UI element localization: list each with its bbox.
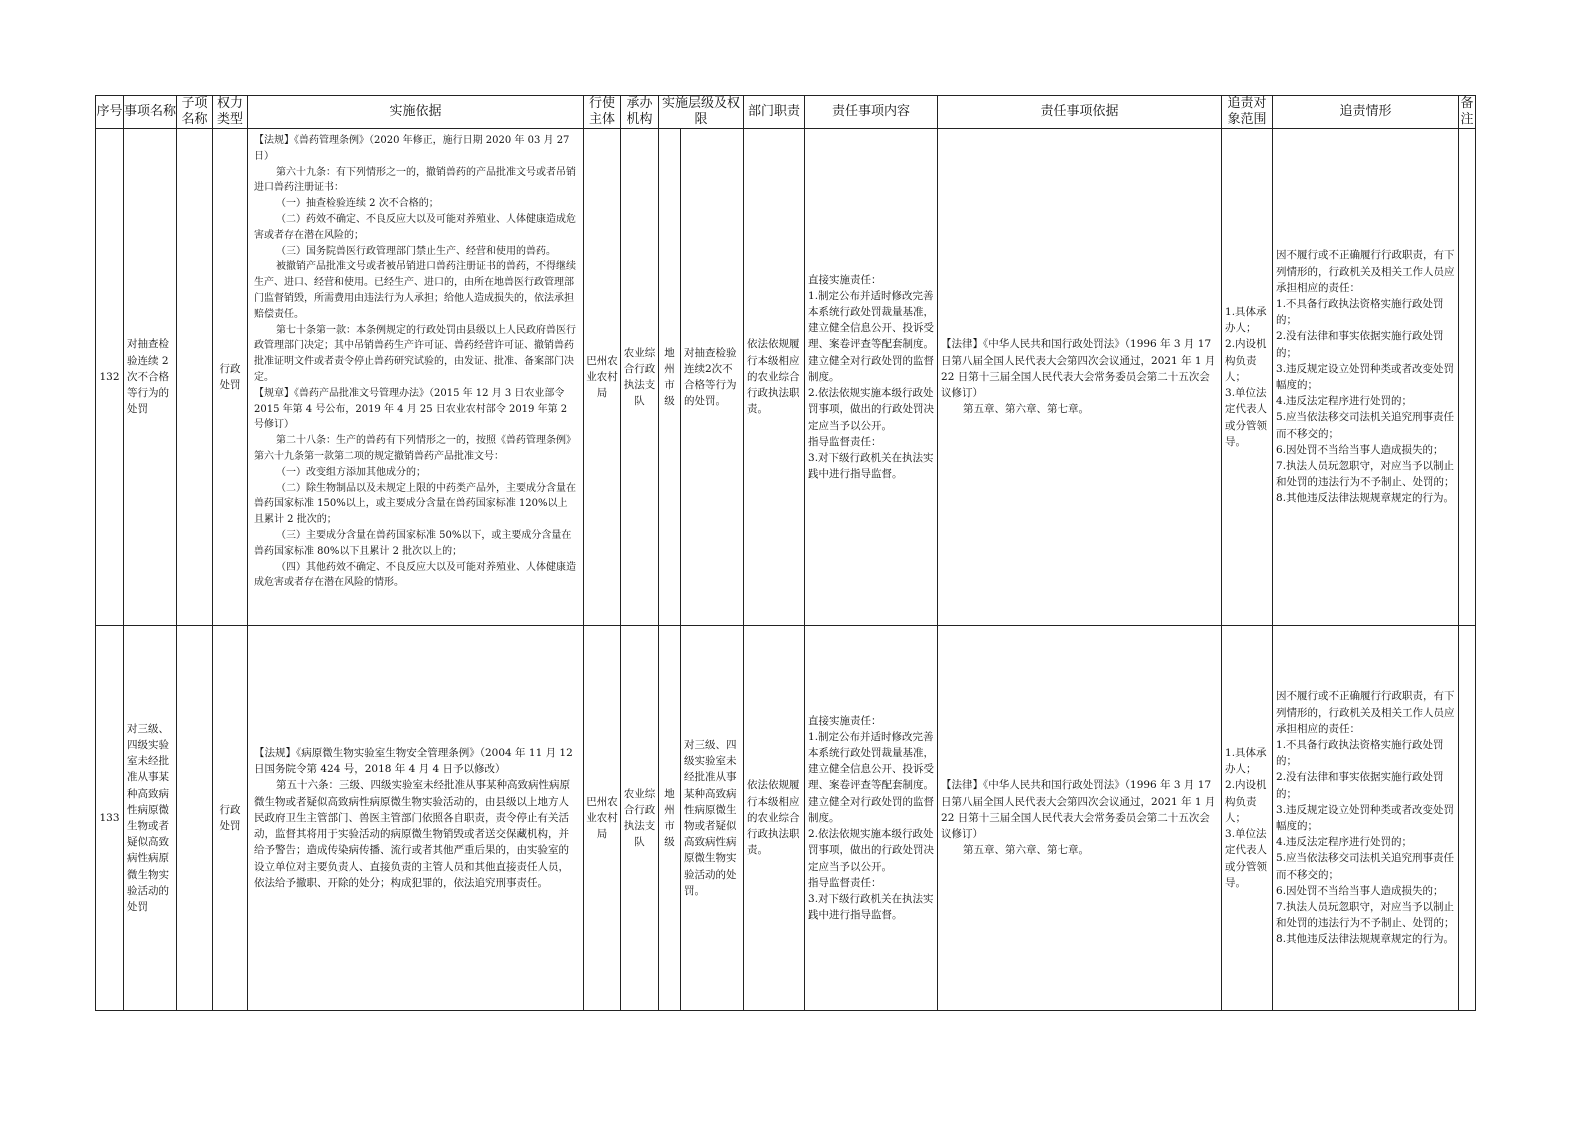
row-resp-basis <box>938 626 1222 1011</box>
row-authority: 对三级、四级实验室未经批准从事某种高致病性病原微生物或者疑似高致病性病原微生物实验活动的处罚。 <box>681 626 744 1011</box>
content-line: 直接实施责任： <box>808 714 882 727</box>
situation-line: 因不履行或不正确履行行政职责，有下列情形的，行政机关及相关工作人员应承担相应的责任： <box>1276 690 1455 735</box>
header-duty: 部门职责 <box>744 96 805 129</box>
basis-line: （二）除生物制品以及未规定上限的中药类产品外，主要成分含量在兽药国家标准 150%以上，或主要成分含量在兽药国家标准 120%以上且累计 2 批次的； <box>254 482 576 526</box>
basis-line: （四）其他药效不确定、不良反应大以及可能对养殖业、人体健康造成危害或者存在潜在风险的情形。 <box>254 561 576 589</box>
situation-line: 3.违反规定设立处罚种类或者改变处罚幅度的； <box>1276 803 1455 832</box>
situation-line: 7.执法人员玩忽职守，对应当予以制止和处罚的违法行为不予制止、处罚的； <box>1276 460 1455 489</box>
row-situations <box>1273 626 1459 1011</box>
row-power-type: 行政处罚 <box>213 626 248 1011</box>
row-agency: 农业综合行政执法支队 <box>621 129 659 626</box>
row-content <box>805 129 938 626</box>
row-level: 地州市级 <box>659 626 681 1011</box>
row-scope <box>1222 626 1273 1011</box>
content-line: 1.制定公布并适时修改完善本系统行政处罚裁量基准，建立健全信息公开、投诉受理、案卷评查等配套制度。建立健全对行政处罚的监督制度。 <box>808 289 935 383</box>
header-seq: 序号 <box>96 96 124 129</box>
row-scope <box>1222 129 1273 626</box>
row-power-type: 行政处罚 <box>213 129 248 626</box>
header-content: 责任事项内容 <box>805 96 938 129</box>
resp-basis-line: 第五章、第六章、第七章。 <box>963 403 1090 416</box>
situation-line: 3.违反规定设立处罚种类或者改变处罚幅度的； <box>1276 362 1455 391</box>
situation-line: 2.没有法律和事实依据实施行政处罚的； <box>1276 330 1444 359</box>
situation-line: 1.不具备行政执法资格实施行政处罚的； <box>1276 738 1444 768</box>
situation-line: 2.没有法律和事实依据实施行政处罚的； <box>1276 771 1444 800</box>
content-line: 直接实施责任： <box>808 273 882 286</box>
row-basis <box>248 129 584 626</box>
row-sub-item <box>177 626 213 1011</box>
basis-line: （二）药效不确定、不良反应大以及可能对养殖业、人体健康造成危害或者存在潜在风险的； <box>254 213 576 241</box>
basis-line: 第七十条第一款：本条例规定的行政处罚由县级以上人民政府兽医行政管理部门决定；其中吊销兽药生产许可证、兽药经营许可证、撤销兽药批准证明文件或者责令停止兽药研究试验的，由发证、批准、备案部门决定。 <box>254 324 576 383</box>
scope-line: 3.单位法定代表人或分管领导。 <box>1225 828 1268 889</box>
basis-line: 第五十六条：三级、四级实验室未经批准从事某种高致病性病原微生物或者疑似高致病性病原微生物实验活动的，由县级以上地方人民政府卫生主管部门、兽医主管部门依照各自职责，责令停止有关活动，监督其将用于实验活动的病原微生物销毁或者送交保藏机构，并给予警告；造成传染病传播、流行或者其他严重后果的，由实验室的设立单位对主要负责人、直接负责的主管人员和其他直接责任人员，依法给予撤职、开除的处分；构成犯罪的，依法追究刑事责任。 <box>254 779 570 889</box>
row-situations <box>1273 129 1459 626</box>
row-duty: 依法依规履行本级相应的农业综合行政执法职责。 <box>744 129 805 626</box>
header-agency: 承办机构 <box>621 96 659 129</box>
table-row <box>96 129 1476 626</box>
header-scope: 追责对象范围 <box>1222 96 1273 129</box>
scope-line: 2.内设机构负责人； <box>1225 338 1267 383</box>
basis-line: （一）抽查检验连续 2 次不合格的； <box>276 198 439 210</box>
basis-line: 第二十八条：生产的兽药有下列情形之一的，按照《兽药管理条例》第六十九条第一款第二项的规定撤销兽药产品批准文号： <box>254 435 576 462</box>
situation-line: 1.不具备行政执法资格实施行政处罚的； <box>1276 297 1444 327</box>
basis-line: （三）国务院兽医行政管理部门禁止生产、经营和使用的兽药。 <box>276 245 556 257</box>
situation-line: 6.因处罚不当给当事人造成损失的； <box>1276 884 1444 897</box>
scope-line: 1.具体承办人； <box>1225 306 1267 335</box>
situation-line: 8.其他违反法律法规规章规定的行为。 <box>1276 933 1455 946</box>
header-situations: 追责情形 <box>1273 96 1459 129</box>
header-item-name: 事项名称 <box>124 96 177 129</box>
situation-line: 5.应当依法移交司法机关追究刑事责任而不移交的； <box>1276 411 1455 440</box>
resp-basis-line: 【法律】《中华人民共和国行政处罚法》（1996 年 3 月 17 日第八届全国人民代表大会第四次会议通过，2021 年 1 月 22 日第十三届全国人民代表大会常务委员会第二十五次会议修订） <box>941 338 1216 400</box>
scope-line: 3.单位法定代表人或分管领导。 <box>1225 387 1268 448</box>
basis-line: 【法规】《兽药管理条例》（2020 年修正，施行日期 2020 年 03 月 27 日） <box>254 135 570 162</box>
row-content <box>805 626 938 1011</box>
basis-line: 【规章】《兽药产品批准文号管理办法》（2015 年 12 月 3 日农业部令 2015 年第 4 号公布，2019 年 4 月 25 日农业农村部令 2019 年第 2 号修订） <box>254 387 568 431</box>
row-level: 地州市级 <box>659 129 681 626</box>
basis-line: 第六十九条：有下列情形之一的，撤销兽药的产品批准文号或者吊销进口兽药注册证书： <box>254 166 576 194</box>
scope-line: 1.具体承办人； <box>1225 747 1267 776</box>
situation-line: 6.因处罚不当给当事人造成损失的； <box>1276 443 1444 456</box>
row-note <box>1459 129 1476 626</box>
header-note: 备注 <box>1460 96 1474 127</box>
situation-line: 5.应当依法移交司法机关追究刑事责任而不移交的； <box>1276 852 1455 881</box>
situation-line: 4.违反法定程序进行处罚的； <box>1276 395 1413 408</box>
scope-line: 2.内设机构负责人； <box>1225 779 1267 824</box>
row-subject: 巴州农业农村局 <box>584 129 621 626</box>
table-row <box>96 626 1476 1011</box>
content-line: 3.对下级行政机关在执法实践中进行指导监督。 <box>808 451 934 481</box>
row-seq: 133 <box>96 626 124 1011</box>
basis-line: 【法规】《病原微生物实验室生物安全管理条例》（2004 年 11 月 12 日国务院令第 424 号，2018 年 4 月 4 日予以修改） <box>254 747 573 776</box>
situation-line: 8.其他违反法律法规规章规定的行为。 <box>1276 492 1455 505</box>
basis-line: （一）改变组方添加其他成分的； <box>276 466 426 478</box>
resp-basis-line: 第五章、第六章、第七章。 <box>963 844 1090 857</box>
row-resp-basis <box>938 129 1222 626</box>
content-line: 2.依法依规实施本级行政处罚事项，做出的行政处罚决定应当予以公开。 <box>808 387 935 432</box>
header-power-type: 权力类型 <box>213 96 248 129</box>
content-line: 指导监督责任： <box>808 876 882 889</box>
content-line: 指导监督责任： <box>808 435 882 448</box>
row-sub-item <box>177 129 213 626</box>
row-note <box>1459 626 1476 1011</box>
header-sub-item: 子项名称 <box>177 96 213 129</box>
header-resp-basis: 责任事项依据 <box>938 96 1222 129</box>
row-basis <box>248 626 584 1011</box>
situation-line: 4.违反法定程序进行处罚的； <box>1276 836 1413 849</box>
content-line: 2.依法依规实施本级行政处罚事项，做出的行政处罚决定应当予以公开。 <box>808 828 935 873</box>
basis-line: 被撤销产品批准文号或者被吊销进口兽药注册证书的兽药，不得继续生产、进口、经营和使用。已经生产、进口的，由所在地兽医行政管理部门监督销毁，所需费用由违法行为人承担；给他人造成损失的，依法承担赔偿责任。 <box>254 261 576 320</box>
content-line: 3.对下级行政机关在执法实践中进行指导监督。 <box>808 892 934 922</box>
row-authority: 对抽查检验连续2次不合格等行为的处罚。 <box>681 129 744 626</box>
basis-line: （三）主要成分含量在兽药国家标准 50%以下，或主要成分含量在兽药国家标准 80%以下且累计 2 批次以上的； <box>254 529 572 557</box>
row-subject: 巴州农业农村局 <box>584 626 621 1011</box>
row-item-name: 对三级、四级实验室未经批准从事某种高致病性病原微生物或者疑似高致病性病原微生物实验活动的处罚 <box>124 626 177 1011</box>
resp-basis-line: 【法律】《中华人民共和国行政处罚法》（1996 年 3 月 17 日第八届全国人民代表大会第四次会议通过，2021 年 1 月 22 日第十三届全国人民代表大会常务委员会第二十五次会议修订） <box>941 779 1216 841</box>
row-item-name: 对抽查检验连续 2 次不合格等行为的处罚 <box>124 129 177 626</box>
power-list-table <box>95 95 1476 1011</box>
header-basis: 实施依据 <box>248 96 584 129</box>
row-agency: 农业综合行政执法支队 <box>621 626 659 1011</box>
row-duty: 依法依规履行本级相应的农业综合行政执法职责。 <box>744 626 805 1011</box>
row-seq: 132 <box>96 129 124 626</box>
content-line: 1.制定公布并适时修改完善本系统行政处罚裁量基准，建立健全信息公开、投诉受理、案卷评查等配套制度。建立健全对行政处罚的监督制度。 <box>808 730 935 824</box>
header-subject: 行使主体 <box>584 96 621 129</box>
situation-line: 因不履行或不正确履行行政职责，有下列情形的，行政机关及相关工作人员应承担相应的责任： <box>1276 249 1455 294</box>
header-row <box>96 96 1476 129</box>
situation-line: 7.执法人员玩忽职守，对应当予以制止和处罚的违法行为不予制止、处罚的； <box>1276 901 1455 930</box>
header-level: 实施层级及权限 <box>659 96 744 129</box>
